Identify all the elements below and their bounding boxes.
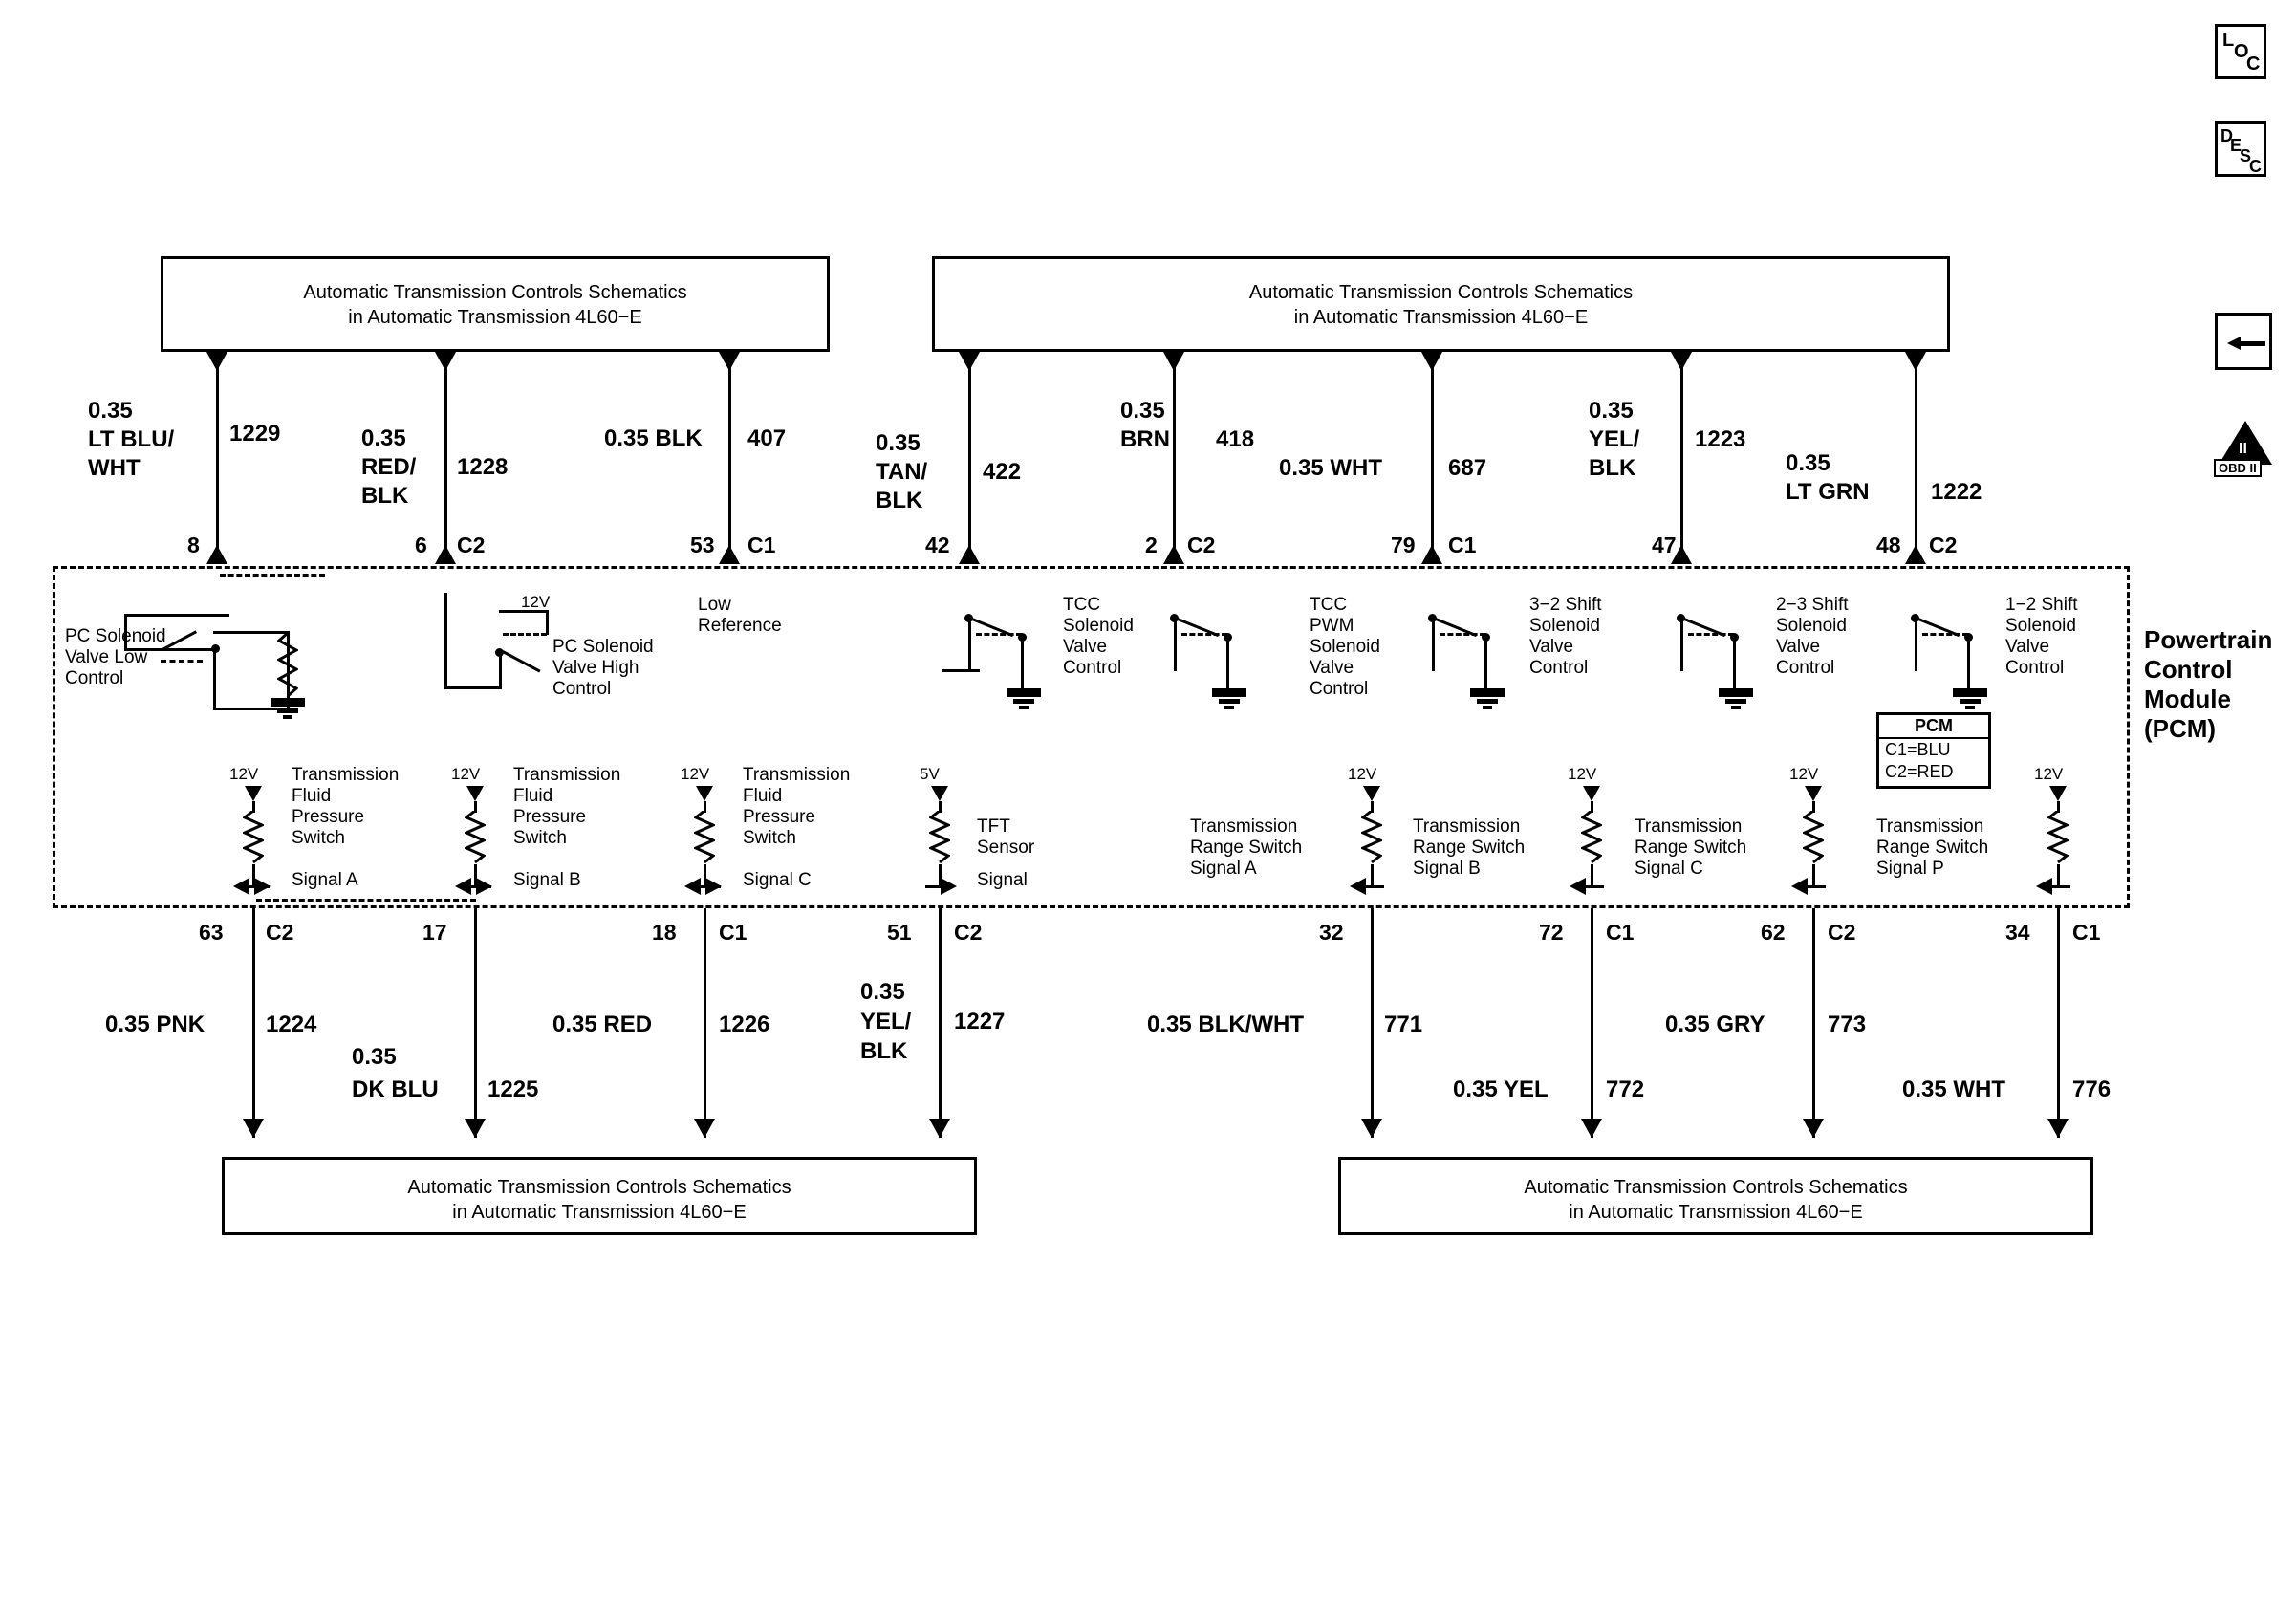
shift23-label-1: 2−3 Shift (1776, 595, 1849, 615)
wire-1222-circuit: 1222 (1931, 479, 1982, 505)
wire-arrow-418-top (1163, 352, 1184, 371)
wire-1228-pin: 6 (415, 533, 427, 557)
wire-1224-pin: 63 (199, 920, 224, 945)
range-a-label-2: Range Switch (1190, 838, 1303, 858)
wire-776-circuit: 776 (2072, 1077, 2112, 1102)
wire-772-gauge: 0.35 YEL (1453, 1077, 1549, 1102)
tfps-b-label-4: Switch (513, 828, 567, 848)
range-p-label-2: Range Switch (1876, 838, 1989, 858)
range-p-label-3: Signal P (1876, 859, 1944, 879)
nav-desc-button[interactable] (2215, 121, 2266, 177)
pcm-legend-header: PCM (1879, 715, 1988, 739)
wire-407-conn: C1 (747, 533, 776, 557)
ref-box-top-left[interactable] (161, 256, 830, 352)
tfps-a-supply: 12V (229, 765, 259, 783)
wire-687-pin: 79 (1391, 533, 1416, 557)
pcm-legend-c1: C1=BLU (1885, 740, 1951, 759)
wire-1226-conn: C1 (719, 920, 747, 945)
shift23-label-3: Valve (1776, 637, 1821, 657)
tcc-pwm-label-2: PWM (1310, 616, 1354, 636)
wire-418-gauge: 0.35 (1120, 398, 1165, 424)
tfps-c-supply: 12V (681, 765, 710, 783)
shift12-label-3: Valve (2005, 637, 2050, 657)
shift32-label-1: 3−2 Shift (1529, 595, 1602, 615)
ref-box-bottom-left-line2: in Automatic Transmission 4L60−E (452, 1202, 747, 1223)
wire-line-1223 (1680, 352, 1683, 564)
ref-box-top-right[interactable] (932, 256, 1950, 352)
low-reference-label-1: Low (698, 595, 731, 615)
pcm-label-line4: (PCM) (2144, 714, 2217, 743)
wire-1222-gauge: 0.35 (1786, 450, 1830, 476)
wire-1223-pin: 47 (1652, 533, 1677, 557)
range-p-supply: 12V (2034, 765, 2064, 783)
wire-1225-pin: 17 (422, 920, 447, 945)
nav-loc-button[interactable] (2215, 24, 2266, 79)
tcc-pwm-label-5: Control (1310, 679, 1369, 699)
wire-776-gauge: 0.35 WHT (1902, 1077, 2006, 1102)
wire-arrow-772-bottom (1581, 1119, 1602, 1138)
shift32-label-4: Control (1529, 658, 1589, 678)
nav-loc-c: C (2246, 54, 2261, 75)
wire-1226-gauge: 0.35 RED (552, 1012, 653, 1037)
wire-arrow-1224-bottom (243, 1119, 264, 1138)
pcm-top-connector-split (220, 574, 325, 577)
tcc-pwm-label-3: Solenoid (1310, 637, 1380, 657)
ref-box-bottom-right-line1: Automatic Transmission Controls Schematics (1524, 1177, 1908, 1198)
wire-776-conn: C1 (2072, 920, 2101, 945)
tft-label-3: Signal (977, 870, 1028, 890)
wire-422-pin: 42 (925, 533, 950, 557)
wire-771-gauge: 0.35 BLK/WHT (1147, 1012, 1305, 1037)
wire-418-pin: 2 (1145, 533, 1158, 557)
tfps-b-supply: 12V (451, 765, 481, 783)
wire-772-circuit: 772 (1606, 1077, 1645, 1102)
range-a-supply: 12V (1348, 765, 1377, 783)
shift12-label-2: Solenoid (2005, 616, 2076, 636)
wire-arrow-422-top (959, 352, 980, 371)
wire-1229-pin: 8 (187, 533, 200, 557)
tcc-sol-label-4: Control (1063, 658, 1122, 678)
wire-772-pin: 72 (1539, 920, 1564, 945)
input-range-p (2034, 765, 2149, 908)
wire-line-1225 (474, 908, 477, 1138)
wire-1228-circuit: 1228 (457, 454, 509, 480)
tfps-c-label-5: Signal C (743, 870, 812, 890)
obd-roman-two: II (2239, 441, 2247, 457)
shift23-label-2: Solenoid (1776, 616, 1847, 636)
tfps-a-label-4: Switch (292, 828, 345, 848)
wire-407-pin: 53 (690, 533, 715, 557)
wire-1227-circuit: 1227 (954, 1009, 1006, 1034)
wire-422-gauge: 0.35 (876, 430, 921, 456)
ref-box-bottom-left-line1: Automatic Transmission Controls Schematics (407, 1177, 791, 1198)
range-b-label-1: Transmission (1413, 816, 1521, 837)
range-c-label-1: Transmission (1635, 816, 1743, 837)
tfps-a-label-2: Fluid (292, 786, 332, 806)
ref-box-bottom-right-line2: in Automatic Transmission 4L60−E (1569, 1202, 1863, 1223)
tfps-c-label-4: Switch (743, 828, 796, 848)
wire-1227-color1: YEL/ (860, 1009, 912, 1034)
ref-box-top-right-line1: Automatic Transmission Controls Schematics (1248, 282, 1634, 303)
wire-1228-conn: C2 (457, 533, 486, 557)
wire-arrow-687-top (1421, 352, 1442, 371)
tfps-b-label-3: Pressure (513, 807, 587, 827)
wire-687-conn: C1 (1448, 533, 1477, 557)
wire-arrow-771-bottom (1361, 1119, 1382, 1138)
wire-arrow-687-pin (1421, 545, 1442, 564)
nav-desc-s: S (2240, 146, 2252, 165)
wire-line-773 (1812, 908, 1815, 1138)
pcm-legend-c2: C2=RED (1885, 762, 1954, 781)
range-a-label-1: Transmission (1190, 816, 1298, 837)
wire-1222-color1: LT GRN (1786, 479, 1870, 505)
wire-687-circuit: 687 (1448, 455, 1487, 481)
wire-773-conn: C2 (1828, 920, 1856, 945)
wire-arrow-776-bottom (2047, 1119, 2069, 1138)
range-b-label-2: Range Switch (1413, 838, 1526, 858)
range-c-label-3: Signal C (1635, 859, 1703, 879)
wire-line-1224 (252, 908, 255, 1138)
wire-line-1227 (939, 908, 942, 1138)
wire-422-color1: TAN/ (876, 459, 928, 485)
tcc-pwm-label-4: Valve (1310, 658, 1354, 678)
wire-1227-color2: BLK (860, 1038, 908, 1064)
wire-1228-color1: RED/ (361, 454, 417, 480)
nav-loc-o: O (2234, 41, 2249, 62)
tft-label-2: Sensor (977, 838, 1035, 858)
pc-sol-low-label-1: PC Solenoid (65, 626, 166, 646)
ref-box-top-left-line2: in Automatic Transmission 4L60−E (348, 307, 642, 328)
wire-771-pin: 32 (1319, 920, 1344, 945)
wire-arrow-1226-bottom (694, 1119, 715, 1138)
tcc-sol-label-2: Solenoid (1063, 616, 1134, 636)
wire-line-422 (968, 352, 971, 564)
wire-776-pin: 34 (2005, 920, 2030, 945)
wire-line-687 (1431, 352, 1434, 564)
wire-line-772 (1591, 908, 1593, 1138)
wire-1225-gauge: 0.35 (352, 1044, 397, 1070)
wire-arrow-1225-bottom (465, 1119, 486, 1138)
tfps-a-label-1: Transmission (292, 765, 400, 785)
nav-desc-e: E (2230, 136, 2242, 155)
wire-1223-circuit: 1223 (1695, 426, 1746, 452)
shift12-label-1: 1−2 Shift (2005, 595, 2078, 615)
wire-773-circuit: 773 (1828, 1012, 1867, 1037)
wire-arrow-1229-pin (206, 545, 227, 564)
range-c-label-2: Range Switch (1635, 838, 1747, 858)
wire-arrow-407-top (719, 352, 740, 371)
ref-box-top-right-line2: in Automatic Transmission 4L60−E (1293, 307, 1589, 328)
range-b-supply: 12V (1568, 765, 1597, 783)
tfps-b-label-1: Transmission (513, 765, 621, 785)
pc-sol-low-label-2: Valve Low (65, 647, 148, 667)
range-a-label-3: Signal A (1190, 859, 1257, 879)
wire-arrow-1228-top (435, 352, 456, 371)
wire-1224-gauge: 0.35 PNK (105, 1012, 206, 1037)
range-p-label-1: Transmission (1876, 816, 1984, 837)
back-arrow-icon (2227, 337, 2265, 350)
wire-1222-pin: 48 (1876, 533, 1901, 557)
tfps-b-label-2: Fluid (513, 786, 553, 806)
nav-desc-c: C (2249, 157, 2262, 176)
nav-loc-l: L (2222, 30, 2235, 51)
ref-box-top-left-line1: Automatic Transmission Controls Schematics (303, 282, 687, 303)
wire-arrow-1222-top (1905, 352, 1926, 371)
wire-arrow-1228-pin (435, 545, 456, 564)
wire-arrow-407-pin (719, 545, 740, 564)
wire-1223-color1: YEL/ (1589, 426, 1640, 452)
shift23-label-4: Control (1776, 658, 1835, 678)
twelve-volt-label-pc-high: 12V (521, 593, 551, 611)
tft-supply: 5V (920, 765, 940, 783)
shift32-label-2: Solenoid (1529, 616, 1600, 636)
wire-422-circuit: 422 (983, 459, 1022, 485)
pc-sol-low-resistor (277, 633, 298, 700)
pc-sol-high-label-3: Control (552, 679, 612, 699)
range-c-supply: 12V (1789, 765, 1819, 783)
wire-771-circuit: 771 (1384, 1012, 1423, 1037)
wire-arrow-1222-pin (1905, 545, 1926, 564)
wire-arrow-1223-top (1671, 352, 1692, 371)
wire-772-conn: C1 (1606, 920, 1635, 945)
tcc-pwm-label-1: TCC (1310, 595, 1348, 615)
wire-line-418 (1173, 352, 1176, 564)
wire-1225-circuit: 1225 (487, 1077, 539, 1102)
wire-1226-pin: 18 (652, 920, 677, 945)
tfps-c-label-2: Fluid (743, 786, 783, 806)
wire-1229-color1: LT BLU/ (88, 426, 175, 452)
wire-arrow-422-pin (959, 545, 980, 564)
wire-773-gauge: 0.35 GRY (1665, 1012, 1765, 1037)
wire-1223-gauge: 0.35 (1589, 398, 1634, 424)
wire-1224-conn: C2 (266, 920, 294, 945)
wire-arrow-773-bottom (1803, 1119, 1824, 1138)
shift32-label-3: Valve (1529, 637, 1574, 657)
obd-ii-badge[interactable] (2208, 421, 2283, 478)
wire-line-407 (728, 352, 731, 564)
wire-418-color1: BRN (1120, 426, 1170, 452)
wire-line-1229 (216, 352, 219, 564)
wire-773-pin: 62 (1761, 920, 1786, 945)
wire-1228-gauge: 0.35 (361, 425, 406, 451)
wire-1227-gauge: 0.35 (860, 979, 905, 1005)
wire-407-circuit: 407 (747, 425, 787, 451)
tfps-b-label-5: Signal B (513, 870, 581, 890)
tft-label-1: TFT (977, 816, 1010, 837)
low-reference-label-2: Reference (698, 616, 782, 636)
wire-1223-color2: BLK (1589, 455, 1636, 481)
tfps-a-label-3: Pressure (292, 807, 365, 827)
wire-1224-circuit: 1224 (266, 1012, 317, 1037)
tfps-c-label-1: Transmission (743, 765, 851, 785)
wire-1229-gauge: 0.35 (88, 398, 133, 424)
wire-line-1226 (704, 908, 706, 1138)
nav-back-button[interactable] (2215, 313, 2272, 370)
ref-box-bottom-left[interactable] (222, 1157, 977, 1235)
wire-line-1228 (444, 352, 447, 564)
nav-desc-d: D (2220, 126, 2233, 145)
wire-1229-color2: WHT (88, 455, 141, 481)
wire-1228-color2: BLK (361, 483, 409, 509)
wire-687-gauge: 0.35 WHT (1279, 455, 1383, 481)
ref-box-bottom-right[interactable] (1338, 1157, 2093, 1235)
obd-label: OBD II (2214, 459, 2262, 477)
wire-1227-conn: C2 (954, 920, 983, 945)
tfps-a-label-5: Signal A (292, 870, 358, 890)
wire-arrow-418-pin (1163, 545, 1184, 564)
wire-418-circuit: 418 (1216, 426, 1255, 452)
pc-sol-low-label-3: Control (65, 668, 124, 688)
pcm-label-line1: Powertrain (2144, 625, 2273, 654)
wire-1226-circuit: 1226 (719, 1012, 770, 1037)
wire-422-color2: BLK (876, 488, 923, 513)
pcm-bottom-connector-split (256, 899, 476, 902)
wire-arrow-1229-top (206, 352, 227, 371)
wire-1229-circuit: 1229 (229, 421, 281, 446)
tfps-c-label-3: Pressure (743, 807, 816, 827)
wire-1222-conn: C2 (1929, 533, 1958, 557)
wire-1227-pin: 51 (887, 920, 912, 945)
wire-407-gauge: 0.35 BLK (604, 425, 703, 451)
tcc-sol-label-1: TCC (1063, 595, 1101, 615)
wire-line-776 (2057, 908, 2060, 1138)
pc-sol-high-label-1: PC Solenoid (552, 637, 654, 657)
shift12-label-4: Control (2005, 658, 2065, 678)
wire-line-1222 (1915, 352, 1917, 564)
pc-sol-high-label-2: Valve High (552, 658, 639, 678)
pcm-label-line3: Module (2144, 685, 2231, 713)
pcm-label-line2: Control (2144, 655, 2233, 684)
range-b-label-3: Signal B (1413, 859, 1481, 879)
wire-arrow-1227-bottom (929, 1119, 950, 1138)
wire-1225-color: DK BLU (352, 1077, 439, 1102)
wire-line-771 (1371, 908, 1374, 1138)
pc-sol-low-ground-icon (271, 698, 305, 721)
wire-418-conn: C2 (1187, 533, 1216, 557)
tcc-sol-label-3: Valve (1063, 637, 1108, 657)
driver-tcc-pwm (1147, 593, 1300, 736)
